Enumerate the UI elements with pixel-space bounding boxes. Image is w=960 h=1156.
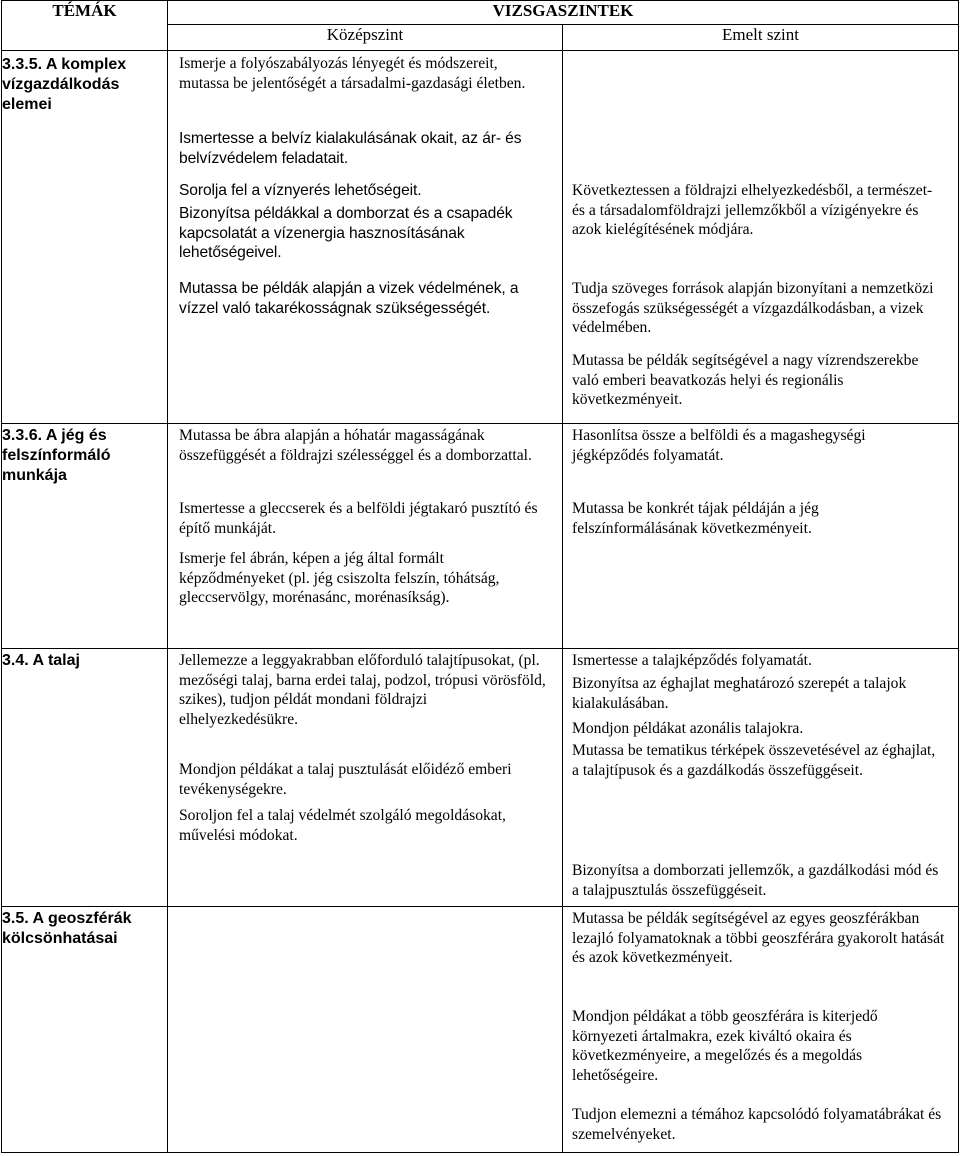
table-row <box>2 424 959 649</box>
requirement-item: Mutassa be példák segítségével a nagy vízrendszerekbe való emberi beavatkozás helyi és regionális következményeit. <box>572 352 919 409</box>
requirement-item: Mondjon példákat a több geoszférára is kiterjedő környezeti ártalmakra, ezek kiváltó okaira és következményeire, a megelőzés és a megoldás lehetőségeire. <box>572 1008 878 1084</box>
table-row <box>2 907 959 1153</box>
requirement-item: Ismerje fel ábrán, képen a jég által formált képződményeket (pl. jég csiszolta felszín, tóhátság, gleccservölgy, morénasánc, morénasíkság). <box>179 550 500 607</box>
advanced-cell <box>563 907 959 1153</box>
requirement-item: Bizonyítsa a domborzati jellemzők, a gazdálkodási mód és a talajpusztulás összefüggéseit. <box>572 862 939 899</box>
requirement-item: Tudjon elemezni a témához kapcsolódó folyamatábrákat és szemelvényeket. <box>572 1106 942 1143</box>
requirement-item: Mutassa be példák segítségével az egyes geoszférákban lezajló folyamatoknak a többi geoszférára gyakorolt hatását és azok következményeit. <box>572 910 945 967</box>
exam-levels-header: VIZSGASZINTEK <box>168 1 959 25</box>
intermediate-cell <box>168 649 563 907</box>
topics-header: TÉMÁK <box>2 1 168 51</box>
table-row <box>2 51 959 424</box>
requirement-item: Mondjon példákat a talaj pusztulását előidéző emberi tevékenységekre. <box>179 761 512 798</box>
requirement-item: Mondjon példákat azonális talajokra. <box>572 720 804 737</box>
requirement-item: Bizonyítsa az éghajlat meghatározó szerepét a talajok kialakulásában. <box>572 675 907 712</box>
requirement-item: Ismertesse a gleccserek és a belföldi jégtakaró pusztító és építő munkáját. <box>179 500 538 537</box>
requirement-item: Tudja szöveges források alapján bizonyítani a nemzetközi összefogás szükségességét a vízgazdálkodásban, a vizek védelmében. <box>572 280 934 337</box>
advanced-cell <box>563 424 959 649</box>
intermediate-level-header: Középszint <box>168 25 563 51</box>
advanced-cell <box>563 649 959 907</box>
header-row <box>2 1 959 25</box>
requirement-item: Sorolja fel a víznyerés lehetőségeit. <box>179 182 422 199</box>
requirement-item: Bizonyítsa példákkal a domborzat és a csapadék kapcsolatát a vízenergia hasznosításának lehetőségeivel. <box>179 205 513 262</box>
requirement-item: Jellemezze a leggyakrabban előforduló talajtípusokat, (pl. mezőségi talaj, barna erdei talaj, podzol, trópusi vörösföld, szikes), tudjon példát mondani földrajzi elhelyezkedésükre. <box>179 652 546 728</box>
requirement-item: Ismerje a folyószabályozás lényegét és módszereit, mutassa be jelentőségét a társadalmi-gazdasági életben. <box>179 55 526 92</box>
requirement-item: Következtessen a földrajzi elhelyezkedésből, a természet- és a társadalomföldrajzi jellemzőkből a vízigényekre és azok kielégítésének módjára. <box>572 182 933 239</box>
intermediate-cell <box>168 907 563 1153</box>
topic-cell: 3.3.5. A komplex vízgazdálkodás elemei <box>2 51 168 424</box>
topic-cell: 3.3.6. A jég és felszínformáló munkája <box>2 424 168 649</box>
requirement-item: Mutassa be ábra alapján a hóhatár magasságának összefüggését a földrajzi szélességgel és a domborzattal. <box>179 427 532 464</box>
requirement-item: Hasonlítsa össze a belföldi és a magashegységi jégképződés folyamatát. <box>572 427 866 464</box>
advanced-cell <box>563 51 959 424</box>
table-row <box>2 649 959 907</box>
requirement-item: Ismertesse a talajképződés folyamatát. <box>572 652 812 669</box>
intermediate-cell <box>168 51 563 424</box>
requirement-item: Mutassa be példák alapján a vizek védelmének, a vízzel való takarékosságnak szükségességét. <box>179 280 519 317</box>
requirement-item: Soroljon fel a talaj védelmét szolgáló megoldásokat, művelési módokat. <box>179 807 506 844</box>
intermediate-cell <box>168 424 563 649</box>
requirement-item: Mutassa be konkrét tájak példáján a jég felszínformálásának következményeit. <box>572 500 819 537</box>
advanced-level-header: Emelt szint <box>563 25 959 51</box>
topic-cell: 3.5. A geoszférák kölcsönhatásai <box>2 907 168 1153</box>
exam-requirements-table <box>1 0 959 1153</box>
topic-cell: 3.4. A talaj <box>2 649 168 907</box>
requirement-item: Mutassa be tematikus térképek összevetésével az éghajlat, a talajtípusok és a gazdálkodás összefüggéseit. <box>572 742 936 779</box>
requirement-item: Ismertesse a belvíz kialakulásának okait, az ár- és belvízvédelem feladatait. <box>179 130 522 167</box>
